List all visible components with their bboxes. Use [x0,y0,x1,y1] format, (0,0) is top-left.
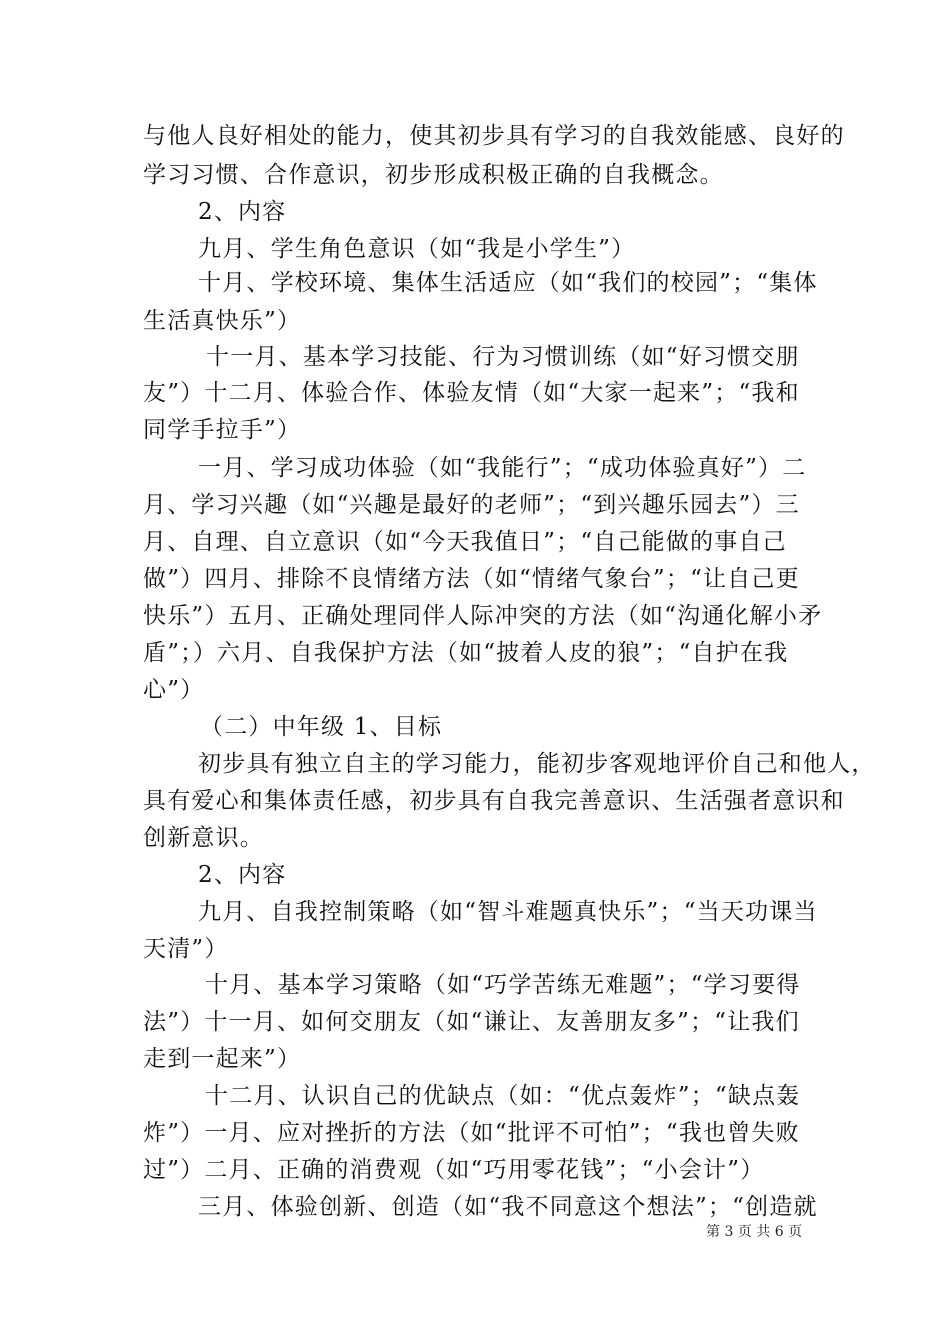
text-line: 同学手拉手”） [143,417,302,443]
text-line: 九月、自我控制策略（如“智斗难题真快乐”；“当天功课当 [198,899,818,925]
text-line: 天清”） [143,936,229,962]
text-line: 走到一起来”） [143,1046,302,1072]
text-line: 生活真快乐”） [143,308,302,334]
text-line: 法”）十一月、如何交朋友（如“谦让、友善朋友多”；“让我们 [143,1009,800,1035]
text-line: 初步具有独立自主的学习能力，能初步客观地评价自己和他人， [198,751,876,777]
text-line: 心”） [143,677,205,703]
section-heading: 2、内容 [198,199,287,225]
text-line: 九月、学生角色意识（如“我是小学生”） [198,236,636,262]
text-line: 盾”；）六月、自我保护方法（如“披着人皮的狼”；“自护在我 [143,640,789,666]
text-line: 十二月、认识自己的优缺点（如：“优点轰炸”；“缺点轰 [205,1083,801,1109]
text-line: 十一月、基本学习技能、行为习惯训练（如“好习惯交朋 [206,344,800,370]
text-line: 创新意识。 [143,825,264,851]
text-line: 友”）十二月、体验合作、体验友情（如“大家一起来”；“我和 [143,380,800,406]
text-line: 与他人良好相处的能力，使其初步具有学习的自我效能感、良好的 [143,123,845,149]
section-heading: （二）中年级 1、目标 [200,714,443,740]
section-heading: 2、内容 [198,862,287,888]
text-line: 快乐”）五月、正确处理同伴人际冲突的方法（如“沟通化解小矛 [143,603,823,629]
text-line: 十月、学校环境、集体生活适应（如“我们的校园”；“集体 [198,270,818,296]
text-line: 具有爱心和集体责任感，初步具有自我完善意识、生活强者意识和 [143,788,845,814]
text-line: 三月、体验创新、创造（如“我不同意这个想法”；“创造就 [198,1194,818,1220]
text-line: 月、学习兴趣（如“兴趣是最好的老师”；“到兴趣乐园去”）三 [143,492,800,518]
text-line: 过”）二月、正确的消费观（如“巧用零花钱”；“小会计”） [143,1157,765,1183]
text-line: 炸”）一月、应对挫折的方法（如“批评不可怕”；“我也曾失败 [143,1120,800,1146]
page-number-footer: 第 3 页 共 6 页 [706,1224,803,1240]
text-line: 一月、学习成功体验（如“我能行”；“成功体验真好”）二 [198,455,807,481]
text-line: 做”）四月、排除不良情绪方法（如“情绪气象台”；“让自己更 [143,566,800,592]
text-line: 十月、基本学习策略（如“巧学苦练无难题”；“学习要得 [205,972,801,998]
text-line: 月、自理、自立意识（如“今天我值日”；“自己能做的事自己 [143,529,787,555]
text-line: 学习习惯、合作意识，初步形成积极正确的自我概念。 [143,162,724,188]
